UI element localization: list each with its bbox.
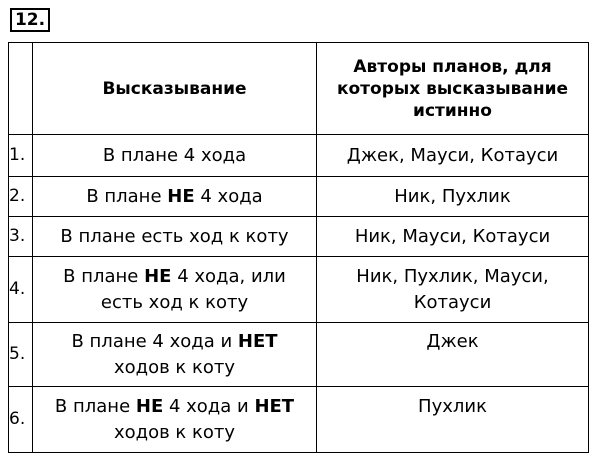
task-number-box <box>10 8 50 32</box>
emphasis-ne: НЕ <box>135 395 164 417</box>
statement-cell <box>33 217 317 257</box>
statement-text: В плане 4 хода и <box>71 330 238 352</box>
statement-cell <box>33 135 317 177</box>
statement-text: 4 хода и <box>163 395 255 417</box>
table-row <box>9 257 589 323</box>
statement-text: В плане 4 хода <box>102 144 247 166</box>
row-number: 5. <box>9 323 33 387</box>
statement-text: В плане <box>63 265 145 287</box>
statement-text: ходов к коту <box>113 356 236 378</box>
authors-cell <box>317 257 589 323</box>
emphasis-ne: НЕ <box>144 265 172 287</box>
statement-text: 4 хода <box>194 185 263 207</box>
statement-cell <box>33 177 317 217</box>
statement-text: В плане <box>54 395 136 417</box>
authors-text: Джек, Мауси, Котауси <box>346 144 559 166</box>
table-row <box>9 217 589 257</box>
statement-cell <box>33 323 317 387</box>
statement-text: В плане есть ход к коту <box>60 225 289 247</box>
statement-cell <box>33 257 317 323</box>
header-authors: Авторы планов, для которых высказывание истинно <box>317 43 589 135</box>
header-number-cell <box>9 43 33 135</box>
statement-text: 4 хода, или <box>171 265 286 287</box>
statement-text: ходов к коту <box>113 421 236 443</box>
row-number: 4. <box>9 257 33 323</box>
authors-text: Ник, Пухлик, Мауси, <box>356 265 549 287</box>
emphasis-ne: НЕ <box>167 185 195 207</box>
table-row <box>9 387 589 453</box>
table-row <box>9 323 589 387</box>
task-number: 12. <box>14 9 46 30</box>
authors-cell <box>317 177 589 217</box>
authors-cell <box>317 387 589 453</box>
emphasis-net: НЕТ <box>237 330 278 352</box>
table-row <box>9 177 589 217</box>
row-number: 6. <box>9 387 33 453</box>
emphasis-net: НЕТ <box>254 395 295 417</box>
authors-text: Пухлик <box>418 395 487 417</box>
row-number: 3. <box>9 217 33 257</box>
table-header-row <box>9 43 589 135</box>
authors-text: Ник, Мауси, Котауси <box>354 225 551 247</box>
row-number: 1. <box>9 135 33 177</box>
row-number: 2. <box>9 177 33 217</box>
header-statement: Высказывание <box>33 43 317 135</box>
authors-cell <box>317 323 589 387</box>
authors-text: Котауси <box>413 291 492 313</box>
authors-text: Ник, Пухлик <box>394 185 511 207</box>
statements-table <box>8 42 589 453</box>
authors-cell <box>317 217 589 257</box>
authors-cell <box>317 135 589 177</box>
statement-text: есть ход к коту <box>100 291 249 313</box>
statement-cell <box>33 387 317 453</box>
authors-text: Джек <box>426 330 479 352</box>
table-row <box>9 135 589 177</box>
statement-text: В плане <box>86 185 168 207</box>
